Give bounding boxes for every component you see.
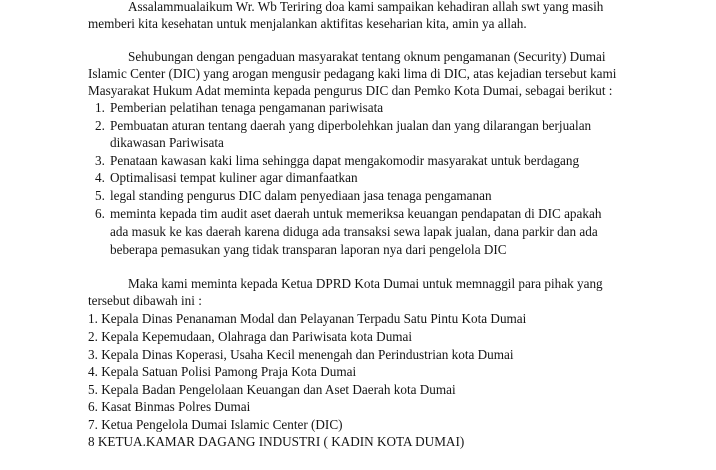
party-7: 7. Ketua Pengelola Dumai Islamic Center (DIC) [88,417,343,432]
demand-1-text: Pemberian pelatihan tenaga pengamanan pariwisata [110,100,384,115]
request-line-1: Maka kami meminta kepada Ketua DPRD Kota Dumai untuk memnaggil para pihak yang [128,276,603,291]
party-4: 4. Kepala Satuan Polisi Pamong Praja Kota Dumai [88,364,357,379]
party-8: 8 KETUA.KAMAR DAGANG INDUSTRI ( KADIN KOTA DUMAI) [88,434,465,449]
demand-4-number: 4. [95,170,105,185]
greeting-line-2: memberi kita kesehatan untuk menjalankan aktifitas keseharian kita, amin ya allah. [88,16,527,31]
demand-6-number: 6. [95,206,105,221]
party-1: 1. Kepala Dinas Penanaman Modal dan Pelayanan Terpadu Satu Pintu Kota Dumai [88,311,527,326]
demand-6-text-cont-1: ada masuk ke kas daerah karena diduga ada transaksi sewa lapak jualan, dana parkir dan ada [110,224,598,239]
party-6: 6. Kasat Binmas Polres Dumai [88,399,251,414]
party-2: 2. Kepala Kepemudaan, Olahraga dan Pariwisata kota Dumai [88,329,413,344]
complaint-line-2: Islamic Center (DIC) yang arogan mengusir pedagang kaki lima di DIC, atas kejadian tersebut kami [88,66,617,81]
complaint-line-3: Masyarakat Hukum Adat meminta kepada pengurus DIC dan Pemko Kota Dumai, sebagai berikut : [88,83,613,98]
demand-2-number: 2. [95,118,105,133]
party-5: 5. Kepala Badan Pengelolaan Keuangan dan Aset Daerah kota Dumai [88,382,456,397]
demand-4-text: Optimalisasi tempat kuliner agar dimanfaatkan [110,170,358,185]
demand-2-text: Pembuatan aturan tentang daerah yang diperbolehkan jualan dan yang dilarangan berjualan [110,118,592,133]
demand-5-number: 5. [95,188,105,203]
demand-3-number: 3. [95,153,105,168]
demand-6-text-cont-2: beberapa pemasukan yang tidak transparan laporan nya dari pengelola DIC [110,242,507,257]
demand-6-text: meminta kepada tim audit aset daerah untuk memeriksa keuangan pendapatan di DIC apakah [110,206,602,221]
demand-3-text: Penataan kawasan kaki lima sehingga dapat mengakomodir masyarakat untuk berdagang [110,153,580,168]
request-line-2: tersebut dibawah ini : [88,293,202,308]
party-3: 3. Kepala Dinas Koperasi, Usaha Kecil menengah dan Perindustrian kota Dumai [88,347,514,362]
demand-5-text: legal standing pengurus DIC dalam penyediaan jasa tenaga pengamanan [110,188,492,203]
demand-2-text-cont: dikawasan Pariwisata [110,135,224,150]
demand-1-number: 1. [95,100,105,115]
greeting-line-1: Assalammualaikum Wr. Wb Teriring doa kami sampaikan kehadiran allah swt yang masih [128,0,604,14]
complaint-line-1: Sehubungan dengan pengaduan masyarakat tentang oknum pengamanan (Security) Dumai [128,49,606,64]
